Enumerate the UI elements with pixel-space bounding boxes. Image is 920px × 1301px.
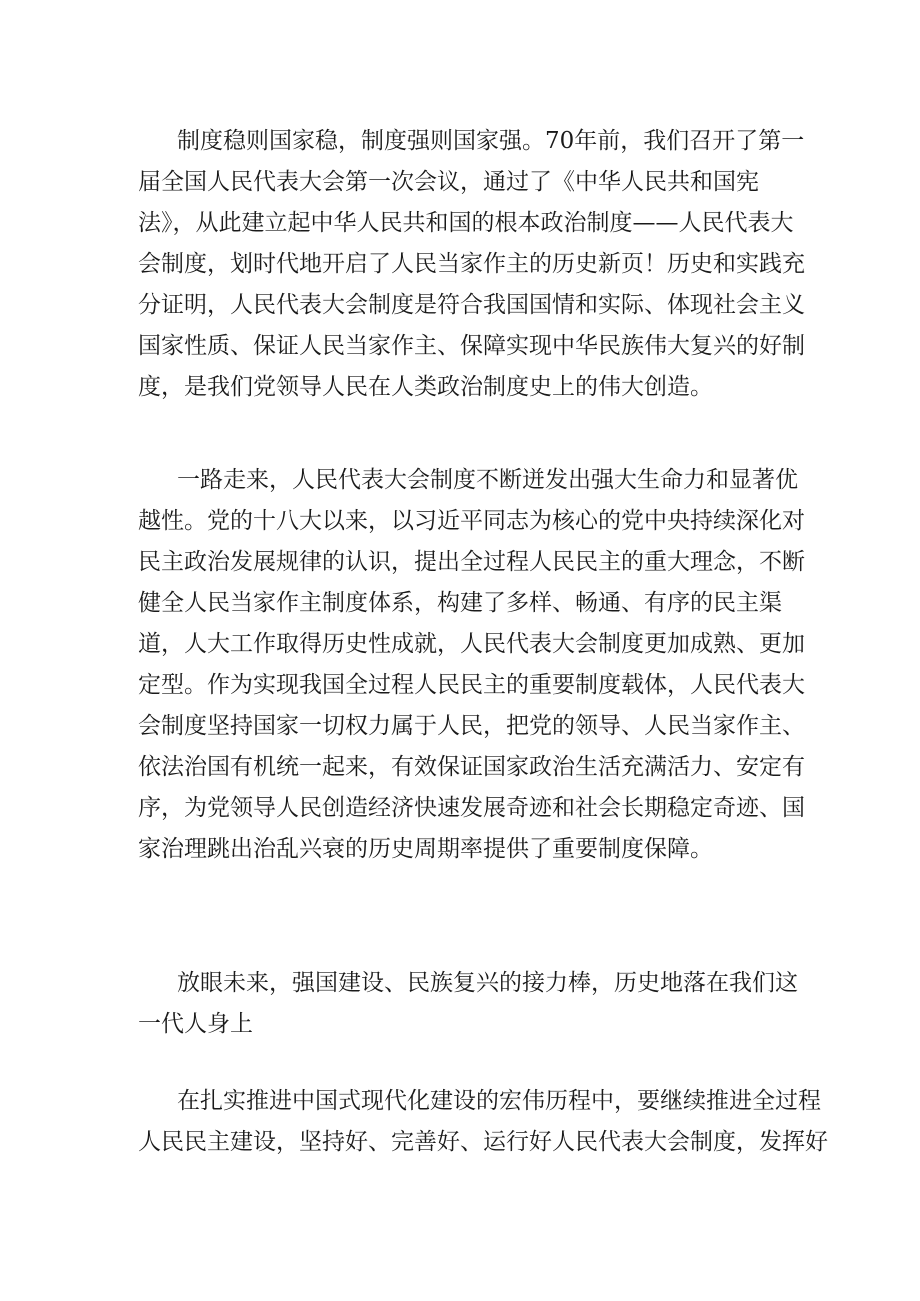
text-line: 序，为党领导人民创造经济快速发展奇迹和社会长期稳定奇迹、国 xyxy=(138,795,805,821)
text-line: 健全人民当家作主制度体系，构建了多样、畅通、有序的民主渠 xyxy=(138,590,782,616)
text-line: 制度稳则国家稳，制度强则国家强。70年前，我们召开了第一 xyxy=(177,128,805,154)
text-line: 分证明，人民代表大会制度是符合我国国情和实际、体现社会主义 xyxy=(138,292,805,318)
text-line: 放眼未来，强国建设、民族复兴的接力棒，历史地落在我们这 xyxy=(177,970,798,996)
text-line: 届全国人民代表大会第一次会议，通过了《中华人民共和国宪 xyxy=(138,169,759,195)
text-line: 越性。党的十八大以来，以习近平同志为核心的党中央持续深化对 xyxy=(138,508,805,534)
text-line: 依法治国有机统一起来，有效保证国家政治生活充满活力、安定有 xyxy=(138,754,805,780)
text-line: 人民民主建设，坚持好、完善好、运行好人民代表大会制度，发挥好 xyxy=(138,1129,828,1155)
text-line: 家治理跳出治乱兴衰的历史周期率提供了重要制度保障。 xyxy=(138,836,713,862)
text-line: 道，人大工作取得历史性成就，人民代表大会制度更加成熟、更加 xyxy=(138,631,805,657)
text-line: 法》，从此建立起中华人民共和国的根本政治制度——人民代表大 xyxy=(138,210,794,236)
text-line: 在扎实推进中国式现代化建设的宏伟历程中，要继续推进全过程 xyxy=(177,1088,821,1114)
text-line: 民主政治发展规律的认识，提出全过程人民民主的重大理念，不断 xyxy=(138,549,805,575)
text-line: 一代人身上 xyxy=(138,1011,253,1037)
text-line: 会制度，划时代地开启了人民当家作主的历史新页！历史和实践充 xyxy=(138,251,805,277)
text-line: 定型。作为实现我国全过程人民民主的重要制度载体，人民代表大 xyxy=(138,672,805,698)
text-line: 一路走来，人民代表大会制度不断迸发出强大生命力和显著优 xyxy=(177,467,798,493)
text-line: 会制度坚持国家一切权力属于人民，把党的领导、人民当家作主、 xyxy=(138,713,805,739)
text-line: 国家性质、保证人民当家作主、保障实现中华民族伟大复兴的好制 xyxy=(138,333,805,359)
text-line: 度，是我们党领导人民在人类政治制度史上的伟大创造。 xyxy=(138,374,713,400)
